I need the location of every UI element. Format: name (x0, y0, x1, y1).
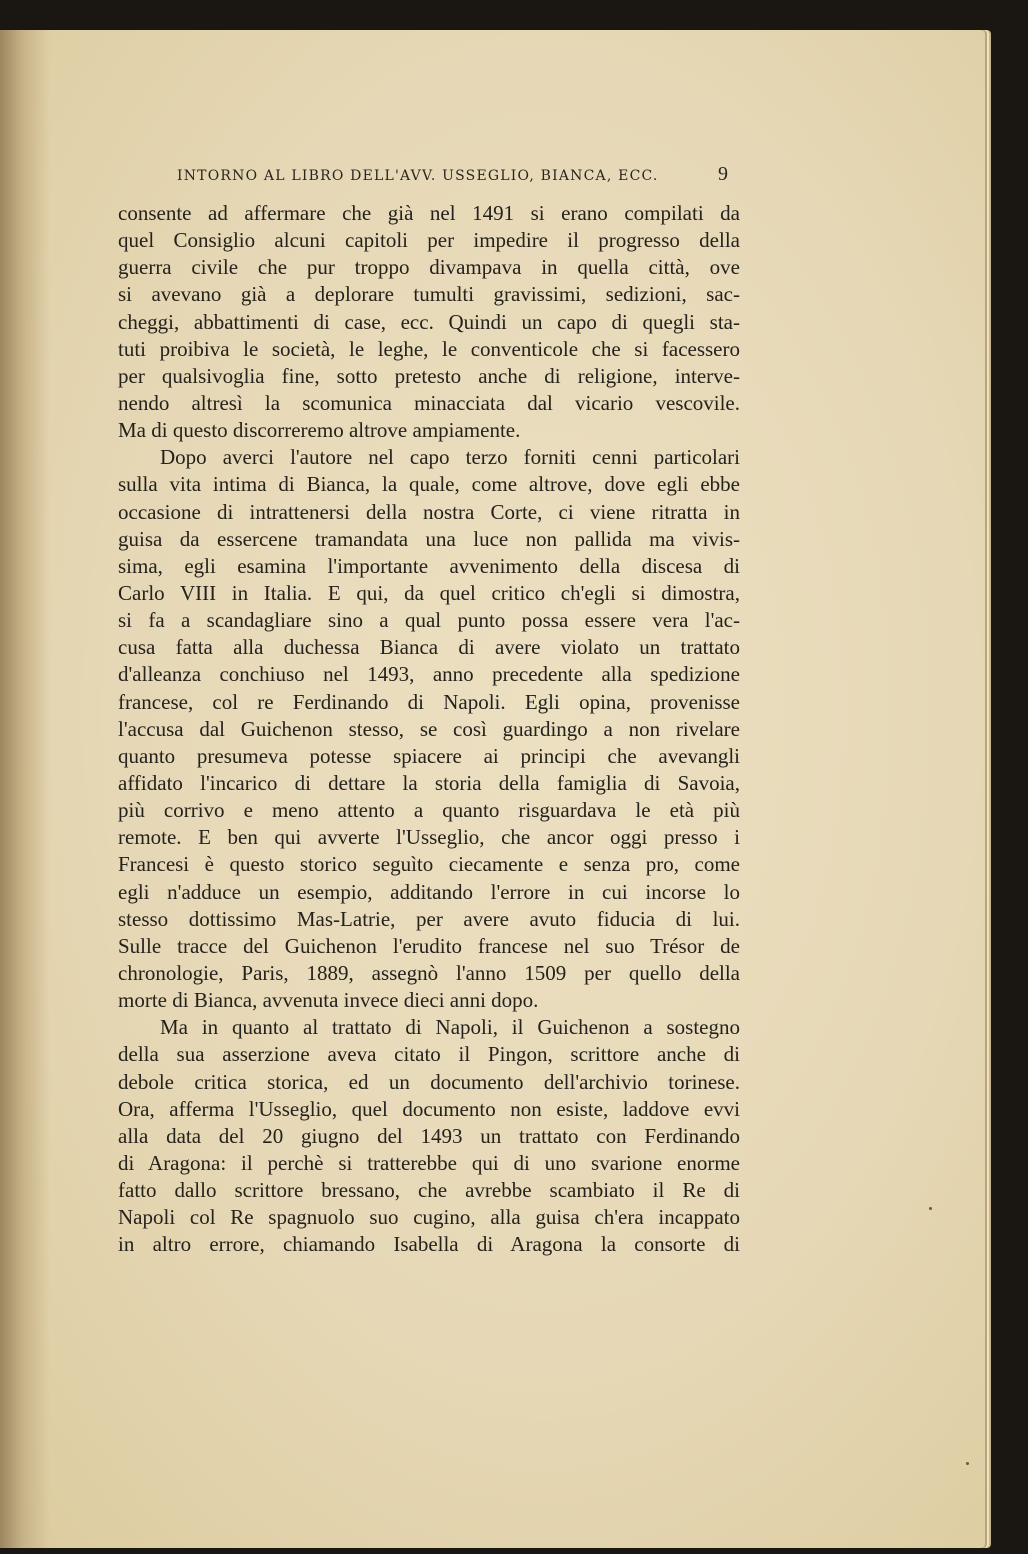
text-line: si avevano già a deplorare tumulti gravissimi, sedizioni, sac- (118, 282, 740, 307)
text-line: debole critica storica, ed un documento dell'archivio torinese. (118, 1069, 740, 1094)
text-line: per qualsivoglia fine, sotto pretesto anche di religione, interve- (118, 363, 740, 388)
text-line: consente ad affermare che già nel 1491 si erano compilati da (118, 201, 740, 225)
text-line: alla data del 20 giugno del 1493 un trattato con Ferdinando (118, 1123, 740, 1148)
text-line: guerra civile che pur troppo divampava in quella città, ove (118, 255, 740, 280)
text-line: occasione di intrattenersi della nostra Corte, ci viene ritratta in (118, 499, 740, 524)
text-line: tuti proibiva le società, le leghe, le conventicole che si facessero (118, 336, 740, 361)
text-line: nendo altresì la scomunica minacciata dal vicario vescovile. (118, 390, 740, 415)
text-line: Francesi è questo storico seguìto ciecamente e senza pro, come (118, 852, 740, 877)
text-line: l'accusa dal Guichenon stesso, se così guardingo a non rivelare (118, 716, 740, 741)
text-line: si fa a scandagliare sino a qual punto possa essere vera l'ac- (118, 608, 740, 633)
text-line: più corrivo e meno attento a quanto risguardava le età più (118, 798, 740, 823)
text-line: fatto dallo scrittore bressano, che avrebbe scambiato il Re di (118, 1178, 740, 1203)
text-line: guisa da essercene tramandata una luce non pallida ma vivis- (118, 526, 740, 551)
text-line: cheggi, abbattimenti di case, ecc. Quindi un capo di quegli sta- (118, 309, 740, 334)
text-line: di Aragona: il perchè si tratterebbe qui di uno svarione enorme (118, 1150, 740, 1175)
text-line: Sulle tracce del Guichenon l'erudito francese nel suo Trésor de (118, 933, 740, 958)
text-line: Carlo VIII in Italia. E qui, da quel critico ch'egli si dimostra, (118, 580, 740, 605)
body-text (118, 200, 740, 1258)
text-line: morte di Bianca, avvenuta invece dieci anni dopo. (118, 988, 539, 1013)
paper-speck (929, 1207, 932, 1210)
text-line: della sua asserzione aveva citato il Pingon, scrittore anche di (118, 1042, 740, 1067)
text-line: sima, egli esamina l'importante avvenimento della discesa di (118, 553, 740, 578)
text-line: Napoli col Re spagnuolo suo cugino, alla guisa ch'era incappato (118, 1205, 740, 1230)
text-line: chronologie, Paris, 1889, assegnò l'anno 1509 per quello della (118, 960, 740, 985)
text-line: d'alleanza conchiuso nel 1493, anno precedente alla spedizione (118, 662, 740, 687)
running-header: INTORNO AL LIBRO DELL'AVV. USSEGLIO, BIANCA, ECC. (177, 168, 659, 184)
paper-speck (966, 1462, 969, 1465)
text-line: remote. E ben qui avverte l'Usseglio, che ancor oggi presso i (118, 825, 740, 850)
text-line: francese, col re Ferdinando di Napoli. Egli opina, provenisse (118, 689, 740, 714)
text-line: sulla vita intima di Bianca, la quale, come altrove, dove egli ebbe (118, 472, 740, 497)
text-line: Dopo averci l'autore nel capo terzo forniti cenni particolari (160, 445, 740, 470)
text-line: quanto presumeva potesse spiacere ai principi che avevangli (118, 743, 740, 768)
text-line: cusa fatta alla duchessa Bianca di avere violato un trattato (118, 635, 740, 660)
text-line: in altro errore, chiamando Isabella di Aragona la consorte di (118, 1232, 740, 1257)
text-line: affidato l'incarico di dettare la storia della famiglia di Savoia, (118, 770, 740, 795)
text-line: Ma in quanto al trattato di Napoli, il Guichenon a sostegno (160, 1015, 740, 1040)
text-line: Ma di questo discorreremo altrove ampiamente. (118, 418, 521, 443)
book-gutter-shadow (0, 30, 50, 1548)
text-line: quel Consiglio alcuni capitoli per impedire il progresso della (118, 228, 740, 253)
page-number: 9 (718, 163, 728, 185)
text-line: Ora, afferma l'Usseglio, quel documento non esiste, laddove evvi (118, 1096, 740, 1121)
text-line: egli n'adduce un esempio, additando l'errore in cui incorse lo (118, 879, 740, 904)
text-line: stesso dottissimo Mas-Latrie, per avere avuto fiducia di lui. (118, 906, 740, 931)
